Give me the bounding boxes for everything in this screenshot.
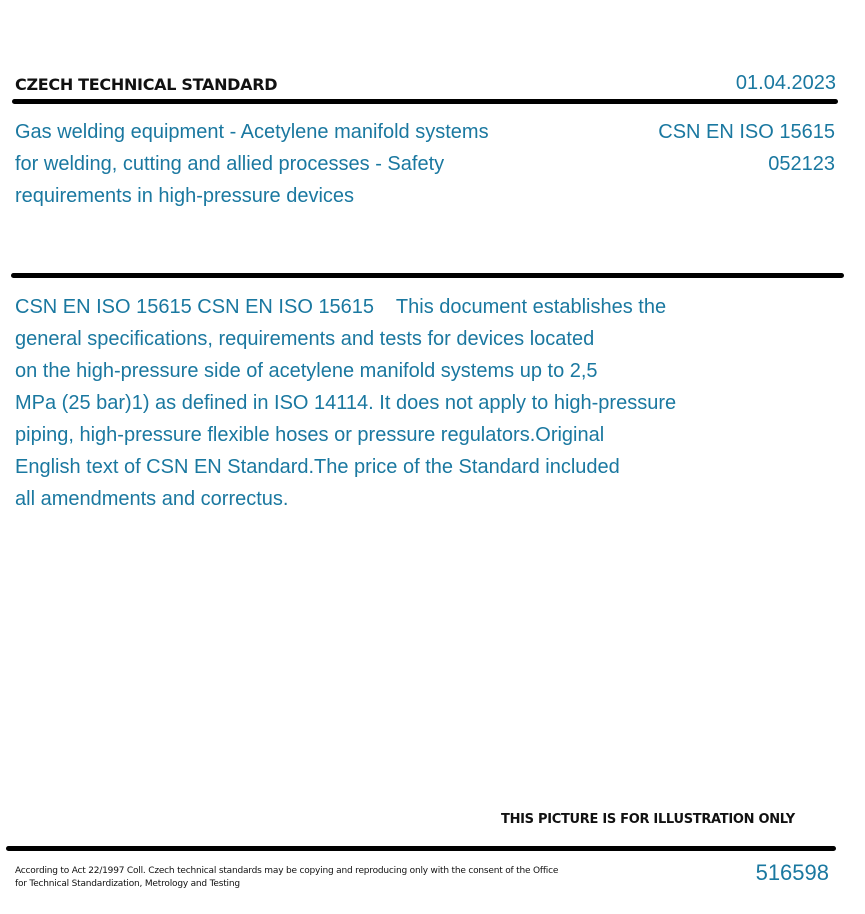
standard-codes (658, 116, 835, 180)
abstract-line: piping, high-pressure flexible hoses or pressure regulators.Original (15, 424, 605, 446)
legal-notice (15, 865, 558, 891)
standard-type-label: CZECH TECHNICAL STANDARD (15, 75, 278, 94)
class-number: 052123 (768, 153, 835, 175)
abstract-line: CSN EN ISO 15615 CSN EN ISO 15615 This document establishes the (15, 296, 667, 318)
title-divider (11, 273, 844, 278)
abstract-line: all amendments and correctus. (15, 488, 289, 510)
standard-title (15, 116, 575, 212)
footer-divider (6, 846, 836, 851)
illustration-disclaimer: THIS PICTURE IS FOR ILLUSTRATION ONLY (501, 812, 795, 827)
abstract-line: MPa (25 bar)1) as defined in ISO 14114. It does not apply to high-pressure (15, 392, 677, 414)
abstract-line: on the high-pressure side of acetylene manifold systems up to 2,5 (15, 360, 598, 382)
legal-line: According to Act 22/1997 Coll. Czech technical standards may be copying and reproducing only with the consent of the Office (15, 866, 559, 876)
title-line: for welding, cutting and allied processes - Safety (15, 153, 445, 175)
standard-code: CSN EN ISO 15615 (658, 121, 835, 143)
abstract-text (15, 291, 775, 515)
legal-line: for Technical Standardization, Metrology and Testing (15, 879, 240, 889)
abstract-line: English text of CSN EN Standard.The price of the Standard included (15, 456, 620, 478)
title-line: Gas welding equipment - Acetylene manifold systems (15, 121, 489, 143)
abstract-line: general specifications, requirements and tests for devices located (15, 328, 595, 350)
publication-date: 01.04.2023 (735, 72, 836, 94)
document-number: 516598 (755, 860, 829, 885)
header-divider (12, 99, 838, 104)
title-line: requirements in high-pressure devices (15, 185, 355, 207)
